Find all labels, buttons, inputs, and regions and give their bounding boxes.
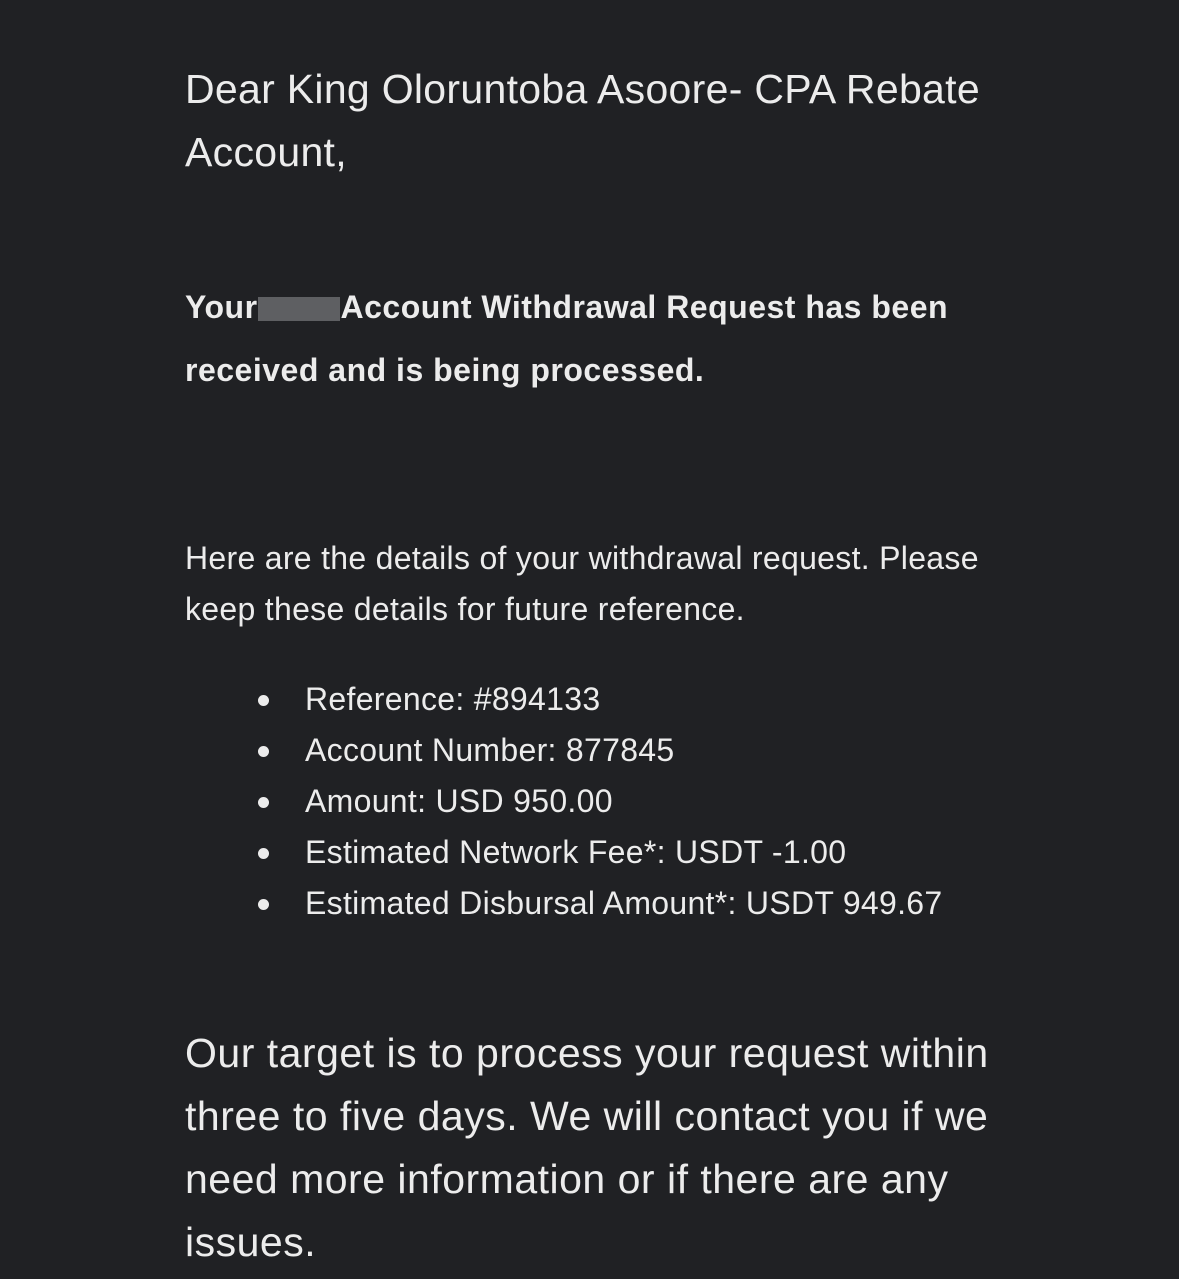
detail-label: Estimated Network Fee*:	[305, 834, 666, 870]
email-body	[185, 58, 1005, 1265]
detail-value: 877845	[565, 732, 675, 768]
bullet-icon	[258, 899, 269, 910]
headline-prefix: Your	[185, 289, 258, 325]
detail-label: Estimated Disbursal Amount*:	[305, 885, 737, 921]
detail-reference	[185, 674, 945, 725]
detail-label: Amount:	[305, 783, 427, 819]
details-intro: Here are the details of your withdrawal request. Please keep these details for future reference.	[185, 540, 979, 627]
bullet-icon	[258, 848, 269, 859]
withdrawal-details-list	[185, 674, 945, 929]
redacted-brand	[258, 297, 340, 321]
detail-value: USDT -1.00	[675, 834, 847, 870]
detail-value: USDT 949.67	[745, 885, 943, 921]
closing-paragraph: Our target is to process your request within three to five days. We will contact you if we need more information or if there are any issues.	[185, 1030, 989, 1265]
detail-value: #894133	[473, 681, 601, 717]
detail-disbursal-amount	[185, 878, 945, 929]
detail-label: Account Number:	[305, 732, 557, 768]
bullet-icon	[258, 797, 269, 808]
bullet-icon	[258, 695, 269, 706]
detail-label: Reference:	[305, 681, 465, 717]
bullet-icon	[258, 746, 269, 757]
detail-amount	[185, 776, 945, 827]
detail-account-number	[185, 725, 945, 776]
headline-rest: Account Withdrawal Request has been received and is being processed.	[185, 289, 949, 388]
detail-value: USD 950.00	[435, 783, 613, 819]
withdrawal-headline	[185, 276, 985, 402]
greeting: Dear King Oloruntoba Asoore- CPA Rebate Account,	[185, 66, 980, 175]
detail-network-fee	[185, 827, 945, 878]
